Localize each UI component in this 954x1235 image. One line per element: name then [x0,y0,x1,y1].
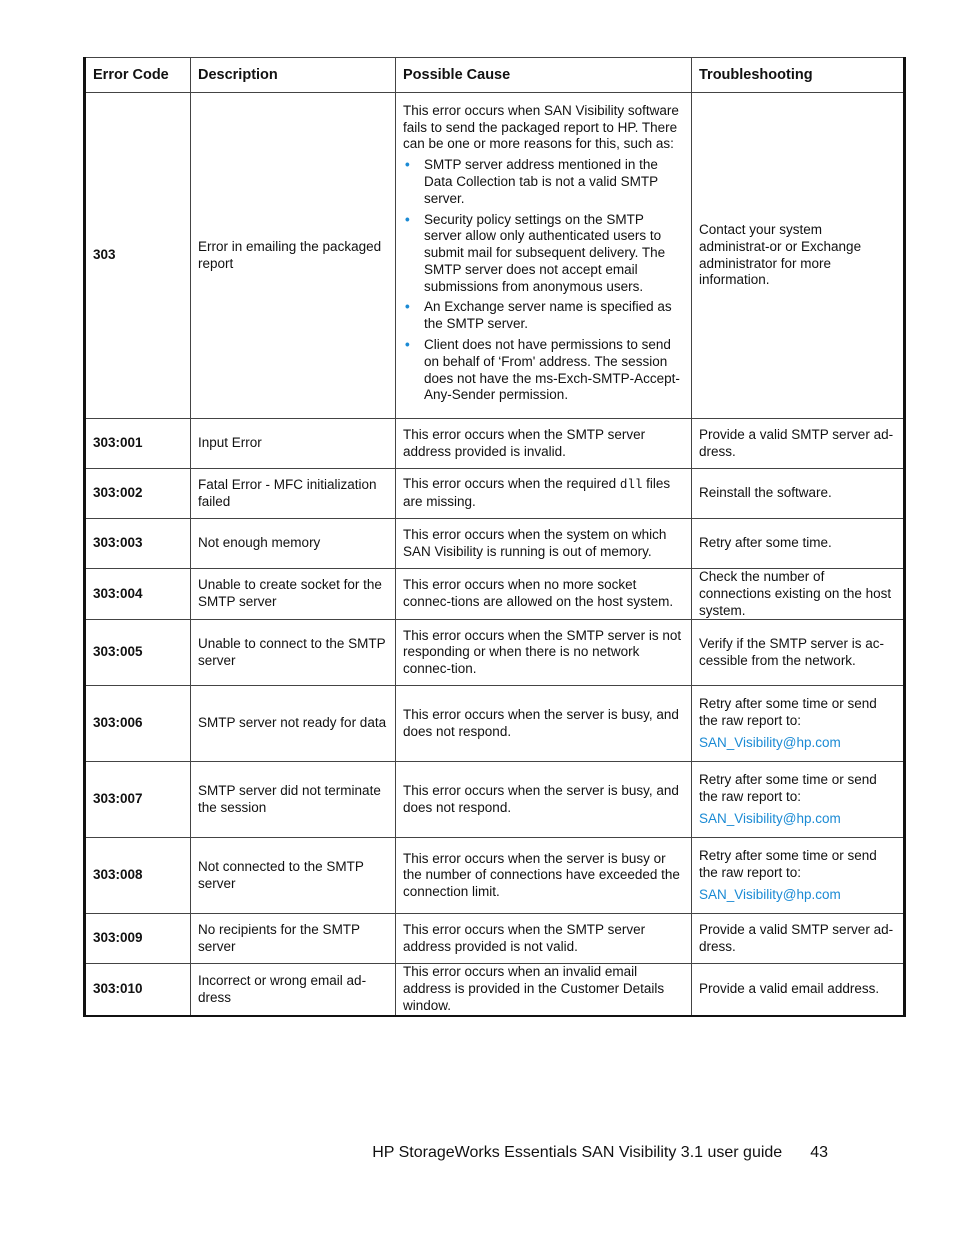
error-code-cell: 303:008 [85,838,191,914]
error-code-table [83,57,906,1017]
cause-cell: This error occurs when the server is busy, and does not respond. [396,762,692,838]
troubleshooting-cell [692,686,905,762]
troubleshooting-cell: Verify if the SMTP server is ac-cessible from the network. [692,620,905,686]
error-code-cell: 303:004 [85,569,191,620]
cause-cell: This error occurs when the SMTP server is not responding or when there is no network connec-tion. [396,620,692,686]
cause-cell: This error occurs when the SMTP server address provided is not valid. [396,914,692,964]
table-row [85,914,905,964]
troubleshooting-text: Retry after some time or send the raw report to: [699,696,877,728]
dll-code-text: dll [619,478,643,493]
error-code-cell: 303:010 [85,964,191,1016]
cause-cell: This error occurs when the server is busy or the number of connections have exceeded the connection limit. [396,838,692,914]
cause-cell [396,469,692,519]
troubleshooting-text: Retry after some time or send the raw report to: [699,848,877,880]
bullet-text: Security policy settings on the SMTP server allow only authenticated users to submit mail for subsequent delivery. The SMTP server does not accept email submissions from anonymous users. [424,211,666,294]
email-link[interactable]: SAN_Visibility@hp.com [699,734,841,750]
cause-cell: This error occurs when an invalid email address is provided in the Customer Details window. [396,964,692,1016]
table-row [85,838,905,914]
bullet-text: An Exchange server name is specified as the SMTP server. [424,299,672,332]
error-code-cell: 303 [85,93,191,419]
troubleshooting-cell: Reinstall the software. [692,469,905,519]
cause-cell: This error occurs when the SMTP server address provided is invalid. [396,419,692,469]
page-number: 43 [810,1144,828,1161]
list-item [403,212,684,296]
description-cell: Unable to connect to the SMTP server [191,620,396,686]
header-troubleshooting: Troubleshooting [692,58,905,93]
cause-cell: This error occurs when the server is busy, and does not respond. [396,686,692,762]
bullet-icon: • [405,157,410,173]
error-code-cell: 303:009 [85,914,191,964]
troubleshooting-cell [692,838,905,914]
table-row [85,519,905,569]
list-item [403,299,684,333]
table-row [85,569,905,620]
header-possible-cause: Possible Cause [396,58,692,93]
troubleshooting-cell: Contact your system administrat-or or Exchange administrator for more information. [692,93,905,419]
list-item [403,157,684,207]
description-cell: Error in emailing the packaged report [191,93,396,419]
bullet-icon: • [405,337,410,353]
description-cell: Unable to create socket for the SMTP server [191,569,396,620]
error-code-cell: 303:002 [85,469,191,519]
table-row [85,686,905,762]
error-code-cell: 303:006 [85,686,191,762]
table-row [85,93,905,419]
troubleshooting-cell: Provide a valid SMTP server ad-dress. [692,914,905,964]
email-link[interactable]: SAN_Visibility@hp.com [699,810,841,826]
table-row [85,469,905,519]
bullet-text: Client does not have permissions to send on behalf of ‘From' address. The session does not have the ms-Exch-SMTP-Accept-Any-Sender permission. [424,337,680,403]
troubleshooting-cell: Provide a valid email address. [692,964,905,1016]
table-row [85,419,905,469]
cause-cell: This error occurs when the system on which SAN Visibility is running is out of memory. [396,519,692,569]
troubleshooting-cell [692,762,905,838]
cause-text: This error occurs when the required [403,476,620,492]
description-cell: SMTP server not ready for data [191,686,396,762]
error-code-cell: 303:005 [85,620,191,686]
troubleshooting-text: Retry after some time or send the raw report to: [699,772,877,804]
cause-cell [396,93,692,419]
description-cell: No recipients for the SMTP server [191,914,396,964]
error-code-cell: 303:001 [85,419,191,469]
bullet-text: SMTP server address mentioned in the Data Collection tab is not a valid SMTP server. [424,157,658,206]
description-cell: Fatal Error - MFC initialization failed [191,469,396,519]
troubleshooting-cell: Retry after some time. [692,519,905,569]
error-code-cell: 303:003 [85,519,191,569]
table-row [85,620,905,686]
page-footer [372,1144,828,1162]
email-link[interactable]: SAN_Visibility@hp.com [699,886,841,902]
table-row [85,762,905,838]
header-error-code: Error Code [85,58,191,93]
description-cell: Not connected to the SMTP server [191,838,396,914]
cause-text: files are missing. [403,476,671,509]
description-cell: SMTP server did not terminate the session [191,762,396,838]
cause-cell: This error occurs when no more socket connec-tions are allowed on the host system. [396,569,692,620]
table-header-row [85,58,905,93]
troubleshooting-cell: Check the number of connections existing on the host system. [692,569,905,620]
table-row [85,964,905,1016]
troubleshooting-cell: Provide a valid SMTP server ad-dress. [692,419,905,469]
header-description: Description [191,58,396,93]
cause-bullet-list [403,157,684,404]
description-cell: Incorrect or wrong email ad-dress [191,964,396,1016]
footer-title: HP StorageWorks Essentials SAN Visibility 3.1 user guide [372,1144,783,1161]
description-cell: Input Error [191,419,396,469]
cause-intro: This error occurs when SAN Visibility software fails to send the packaged report to HP. There can be one or more reasons for this, such as: [403,102,679,152]
bullet-icon: • [405,211,410,227]
list-item [403,337,684,404]
description-cell: Not enough memory [191,519,396,569]
error-code-cell: 303:007 [85,762,191,838]
bullet-icon: • [405,299,410,315]
